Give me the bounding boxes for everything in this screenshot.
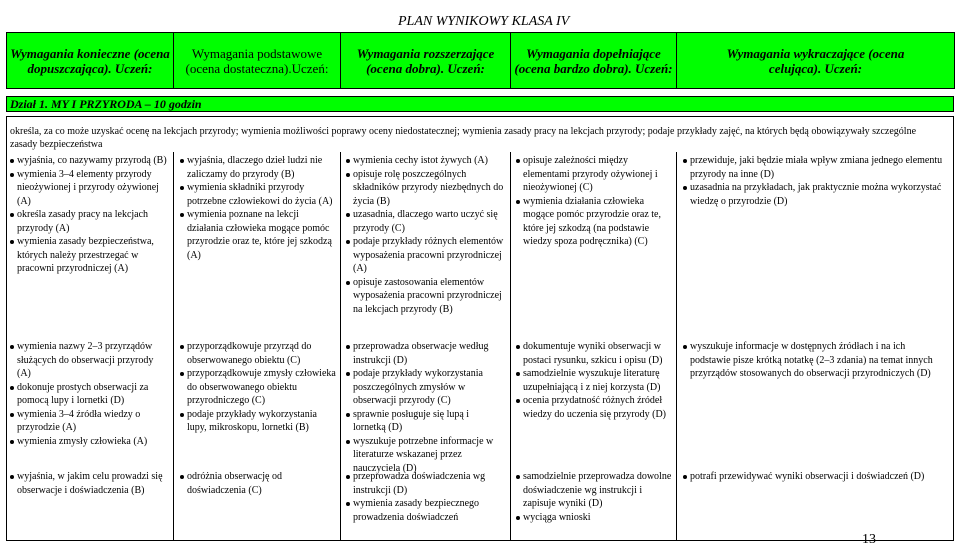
requirement-text: wyszukuje informacje w dostępnych źródłach i na ich podstawie pisze krótką notatkę (2–3 zdania) na temat innych przyrządów stosowanych do obserwacji przyrodniczych (D) — [690, 341, 933, 379]
requirement-text: ocenia przydatność różnych źródeł wiedzy do uczenia się przyrody (D) — [523, 395, 666, 420]
bullet-icon — [10, 413, 14, 417]
requirements-list — [10, 154, 168, 276]
bullet-icon — [516, 345, 520, 349]
requirements-list — [180, 154, 336, 262]
list-item — [346, 208, 504, 235]
list-item — [346, 435, 504, 476]
requirements-list — [10, 340, 168, 448]
column-divider — [510, 152, 511, 541]
requirements-list — [180, 470, 336, 497]
bullet-icon — [10, 440, 14, 444]
requirement-text: wymienia 3–4 elementy przyrody nieożywionej i przyrody ożywionej (A) — [17, 168, 159, 207]
requirements-list — [180, 340, 336, 435]
list-item — [346, 276, 504, 317]
requirement-text: uzasadnia, dlaczego warto uczyć się przyrody (C) — [353, 209, 498, 234]
column-divider — [676, 152, 677, 541]
requirement-text: dokumentuje wyniki obserwacji w postaci rysunku, szkicu i opisu (D) — [523, 341, 663, 366]
requirement-text: wymienia cechy istot żywych (A) — [353, 155, 488, 166]
requirement-text: samodzielnie przeprowadza dowolne doświadczenie wg instrukcji i zapisuje wyniki (D) — [523, 471, 672, 509]
list-item — [10, 154, 168, 168]
list-item — [346, 408, 504, 435]
requirement-text: sprawnie posługuje się lupą i lornetką (D) — [353, 408, 470, 433]
requirements-list — [516, 340, 672, 421]
list-item — [180, 208, 336, 262]
list-item — [10, 168, 168, 209]
requirement-text: wyjaśnia, w jakim celu prowadzi się obserwacje i doświadczenia (B) — [17, 471, 163, 496]
requirement-text: określa zasady pracy na lekcjach przyrody (A) — [17, 209, 149, 234]
requirement-text: odróżnia obserwację od doświadczenia (C) — [187, 471, 282, 496]
bullet-icon — [346, 502, 350, 506]
bullet-icon — [346, 372, 350, 376]
requirement-text: podaje przykłady wykorzystania lupy, mikroskopu, lornetki (B) — [187, 408, 317, 433]
page-number: 13 — [862, 532, 876, 547]
list-item — [346, 340, 504, 367]
bullet-icon — [516, 372, 520, 376]
list-item — [10, 208, 168, 235]
list-item — [346, 168, 504, 209]
list-item — [516, 340, 672, 367]
bullet-icon — [346, 440, 350, 444]
requirement-text: wymienia poznane na lekcji działania człowieka mogące pomóc przyrodzie oraz te, które jej szkodzą (A) — [187, 209, 332, 261]
bullet-icon — [10, 213, 14, 217]
requirement-text: wymienia 3–4 źródła wiedzy o przyrodzie (A) — [17, 408, 141, 433]
list-item — [683, 470, 948, 484]
list-item — [10, 340, 168, 381]
requirement-text: przeprowadza doświadczenia wg instrukcji (D) — [353, 471, 486, 496]
list-item — [180, 367, 336, 408]
bullet-icon — [180, 475, 184, 479]
list-item — [10, 235, 168, 276]
requirement-text: wyciąga wnioski — [523, 511, 591, 523]
requirements-list — [346, 154, 504, 316]
requirements-list — [683, 340, 948, 381]
bullet-icon — [180, 345, 184, 349]
bullet-icon — [346, 413, 350, 417]
list-item — [180, 340, 336, 367]
bullet-icon — [516, 516, 520, 520]
bullet-icon — [346, 475, 350, 479]
section-heading: Dział 1. MY I PRZYRODA – 10 godzin — [6, 96, 954, 112]
bullet-icon — [346, 281, 350, 285]
header-konieczne: Wymagania konieczne (ocena dopuszczająca). Uczeń: — [7, 33, 174, 89]
bullet-icon — [180, 372, 184, 376]
bullet-icon — [683, 475, 687, 479]
page-title: PLAN WYNIKOWY KLASA IV — [398, 14, 570, 29]
list-item — [516, 511, 672, 525]
list-item — [180, 470, 336, 497]
list-item — [516, 367, 672, 394]
requirements-list — [346, 340, 504, 475]
column-divider — [173, 152, 174, 541]
bullet-icon — [683, 159, 687, 163]
bullet-icon — [10, 475, 14, 479]
bullet-icon — [180, 186, 184, 190]
list-item — [180, 408, 336, 435]
bullet-icon — [180, 159, 184, 163]
requirement-text: wyjaśnia, co nazywamy przyrodą (B) — [17, 155, 167, 166]
requirement-text: przewiduje, jaki będzie miała wpływ zmiana jednego elementu przyrody na inne (D) — [690, 155, 943, 180]
requirements-list — [683, 470, 948, 484]
bullet-icon — [516, 399, 520, 403]
list-item — [683, 154, 948, 181]
list-item — [683, 181, 948, 208]
requirement-text: przyporządkowuje przyrząd do obserwowanego obiektu (C) — [187, 341, 312, 366]
list-item — [516, 154, 672, 195]
header-wykraczajace: Wymagania wykraczające (ocena celująca). Uczeń: — [677, 33, 955, 89]
bullet-icon — [10, 173, 14, 177]
requirement-text: uzasadnia na przykładach, jak praktycznie można wykorzystać wiedzę o przyrodzie (D) — [690, 182, 942, 207]
list-item — [10, 408, 168, 435]
list-item — [683, 340, 948, 381]
requirement-text: opisuje zastosowania elementów wyposażenia pracowni przyrodniczej na lekcjach przyrody (B) — [353, 276, 502, 315]
list-item — [346, 235, 504, 276]
requirement-text: podaje przykłady wykorzystania poszczególnych zmysłów w obserwacji przyrody (C) — [353, 368, 483, 406]
header-dopelniajace: Wymagania dopełniające (ocena bardzo dobra). Uczeń: — [511, 33, 677, 89]
header-podstawowe: Wymagania podstawowe (ocena dostateczna).Uczeń: — [174, 33, 341, 89]
requirements-list — [516, 470, 672, 524]
bullet-icon — [516, 159, 520, 163]
bullet-icon — [346, 173, 350, 177]
bullet-icon — [683, 186, 687, 190]
requirements-list — [10, 470, 168, 497]
requirement-text: potrafi przewidywać wyniki obserwacji i doświadczeń (D) — [690, 471, 925, 482]
bullet-icon — [10, 240, 14, 244]
requirements-list — [516, 154, 672, 249]
bullet-icon — [516, 200, 520, 204]
requirement-text: opisuje zależności między elementami przyrody ożywionej i nieożywionej (C) — [523, 155, 658, 193]
requirement-text: opisuje rolę poszczególnych składników przyrody niezbędnych do życia (B) — [353, 168, 504, 207]
requirement-text: przeprowadza obserwacje według instrukcji (D) — [353, 341, 489, 366]
column-divider — [340, 152, 341, 541]
requirement-text: wymienia zasady bezpieczeństwa, których należy przestrzegać w pracowni przyrodniczej (A) — [17, 236, 154, 274]
requirement-text: wymienia działania człowieka mogące pomóc przyrodzie oraz te, które jej szkodzą (na podstawie wiedzy spoza podręcznika) (C) — [523, 195, 661, 247]
requirement-text: wyszukuje potrzebne informacje w literaturze wskazanej przez nauczyciela (D) — [353, 435, 494, 474]
requirement-text: wymienia zmysły człowieka (A) — [17, 435, 148, 447]
list-item — [10, 381, 168, 408]
bullet-icon — [180, 213, 184, 217]
bullet-icon — [10, 159, 14, 163]
requirement-text: wymienia zasady bezpiecznego prowadzenia doświadczeń — [353, 498, 480, 523]
requirements-list — [346, 470, 504, 524]
bullet-icon — [516, 475, 520, 479]
intro-text: określa, za co może uzyskać ocenę na lekcjach przyrody; wymienia możliwości poprawy oceny niedostatecznej; wymienia zasady pracy na lekcjach przyrody; podaje przykłady zajęć, na których będą obowiązywały szczególne zasady bezpieczeństwa — [10, 126, 917, 150]
list-item — [180, 181, 336, 208]
requirement-text: podaje przykłady różnych elementów wyposażenia pracowni przyrodniczej (A) — [353, 236, 504, 274]
bullet-icon — [346, 159, 350, 163]
requirement-text: wymienia składniki przyrody potrzebne człowiekowi do życia (A) — [187, 182, 333, 207]
bullet-icon — [683, 345, 687, 349]
list-item — [180, 154, 336, 181]
requirements-list — [683, 154, 948, 208]
list-item — [10, 470, 168, 497]
bullet-icon — [180, 413, 184, 417]
bullet-icon — [10, 386, 14, 390]
list-item — [346, 497, 504, 524]
bullet-icon — [346, 240, 350, 244]
list-item — [516, 195, 672, 249]
list-item — [516, 470, 672, 511]
list-item — [346, 470, 504, 497]
requirements-header — [6, 32, 955, 89]
requirement-text: przyporządkowuje zmysły człowieka do obserwowanego obiektu przyrodniczego (C) — [187, 368, 336, 406]
requirement-text: wyjaśnia, dlaczego dzieł ludzi nie zaliczamy do przyrody (B) — [187, 155, 323, 180]
bullet-icon — [346, 213, 350, 217]
requirement-text: dokonuje prostych obserwacji za pomocą lupy i lornetki (D) — [17, 381, 149, 406]
list-item — [10, 435, 168, 449]
list-item — [346, 154, 504, 168]
list-item — [516, 394, 672, 421]
list-item — [346, 367, 504, 408]
requirement-text: wymienia nazwy 2–3 przyrządów służących do obserwacji przyrody (A) — [17, 341, 154, 379]
header-rozszerzajace: Wymagania rozszerzające (ocena dobra). Uczeń: — [341, 33, 511, 89]
requirement-text: samodzielnie wyszukuje literaturę uzupełniającą i z niej korzysta (D) — [523, 368, 661, 393]
bullet-icon — [346, 345, 350, 349]
bullet-icon — [10, 345, 14, 349]
